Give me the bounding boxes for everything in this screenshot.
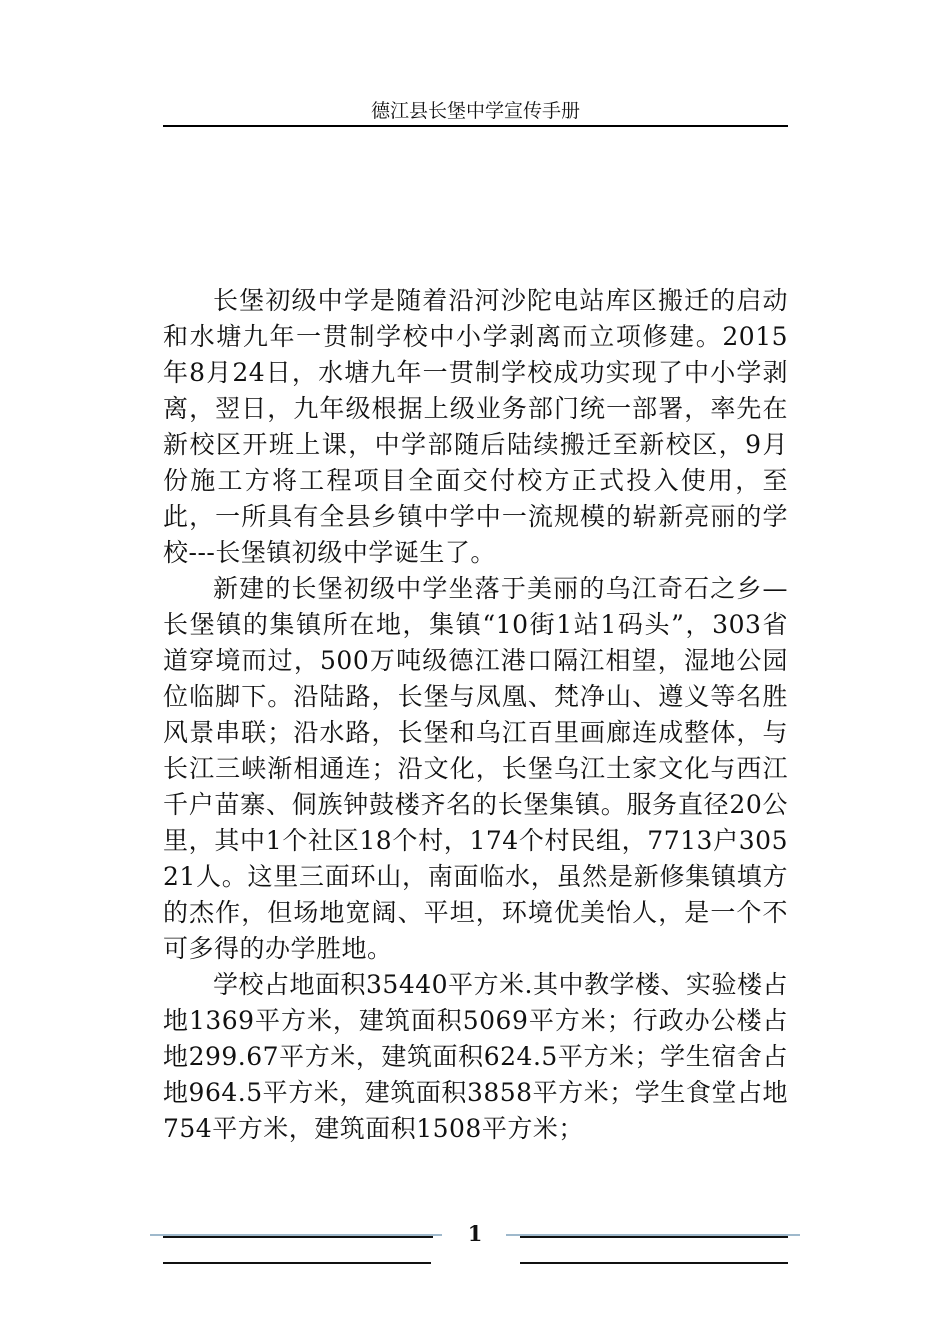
footer-rule-top-left	[163, 1236, 433, 1238]
paragraph-1: 长堡初级中学是随着沿河沙陀电站库区搬迁的启动和水塘九年一贯制学校中小学剥离而立项修建。2015年8月24日，水塘九年一贯制学校成功实现了中小学剥离，翌日，九年级根据上级业务部门统一部署，率先在新校区开班上课，中学部随后陆续搬迁至新校区，9月份施工方将工程项目全面交付校方正式投入使用，至此，一所具有全县乡镇中学中一流规模的崭新亮丽的学校---长堡镇初级中学诞生了。	[163, 286, 788, 567]
paragraph-2: 新建的长堡初级中学坐落于美丽的乌江奇石之乡—长堡镇的集镇所在地，集镇“10街1站1码头”，303省道穿境而过，500万吨级德江港口隔江相望，湿地公园位临脚下。沿陆路，长堡与凤凰、梵净山、遵义等名胜风景串联；沿水路，长堡和乌江百里画廊连成整体，与长江三峡渐相通连；沿文化，长堡乌江土家文化与西江千户苗寨、侗族钟鼓楼齐名的长堡集镇。服务直径20公里，其中1个社区18个村，174个村民组，7713户30521人。这里三面环山，南面临水，虽然是新修集镇填方的杰作，但场地宽阔、平坦，环境优美怡人，是一个不可多得的办学胜地。	[163, 574, 788, 963]
page-footer	[150, 1218, 800, 1268]
page-number: 1	[467, 1221, 483, 1246]
paragraph-3: 学校占地面积35440平方米.其中教学楼、实验楼占地1369平方米，建筑面积5069平方米；行政办公楼占地299.67平方米，建筑面积624.5平方米；学生宿舍占地964.5平方米，建筑面积3858平方米；学生食堂占地754平方米，建筑面积1508平方米；	[163, 970, 788, 1143]
footer-rule-bottom-right	[520, 1262, 788, 1264]
footer-rule-bottom-left	[163, 1262, 431, 1264]
header-divider	[163, 125, 788, 127]
footer-rule-top-right	[520, 1236, 788, 1238]
header-title: 德江县长堡中学宣传手册	[370, 100, 580, 122]
document-body	[163, 283, 788, 1147]
